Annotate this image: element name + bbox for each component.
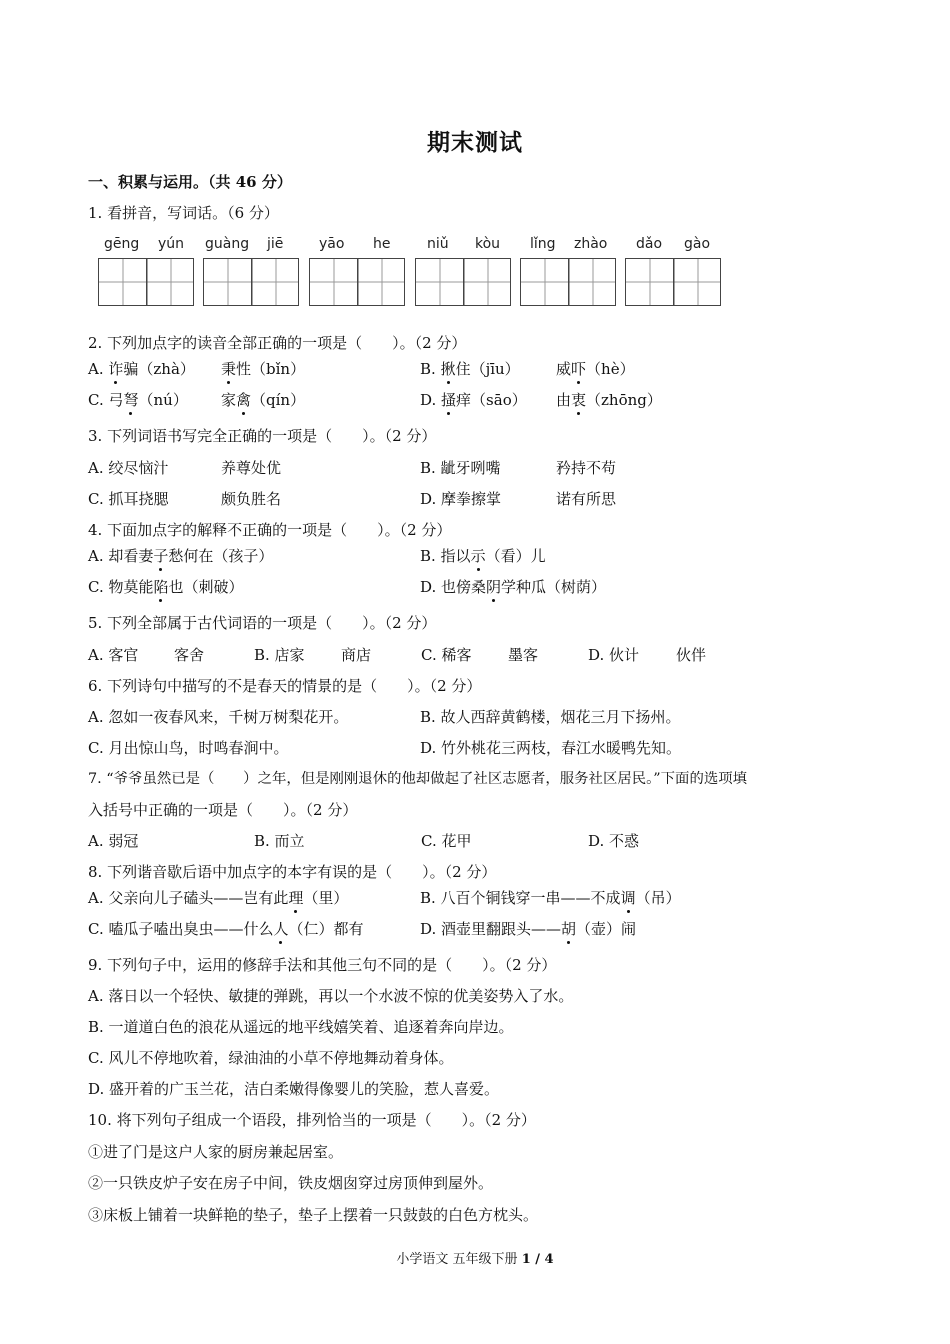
dotted-char: 人	[273, 920, 289, 938]
option-text: （仁）都有	[288, 920, 364, 938]
option-text: A.	[88, 360, 109, 378]
option-b: B. 店家	[254, 646, 305, 664]
dotted-char: 弩	[123, 391, 139, 409]
writing-box[interactable]	[309, 258, 405, 306]
pinyin: lǐng	[530, 236, 556, 252]
pinyin: gào	[684, 236, 711, 252]
writing-box[interactable]	[98, 258, 194, 306]
dotted-char: 衷	[571, 391, 587, 409]
pinyin: he	[373, 236, 391, 252]
option-text: D. 也傍桑	[420, 578, 487, 596]
option-text: 住（jīu）	[455, 360, 520, 378]
page-title: 期末测试	[427, 130, 523, 156]
question-9-option-d: D. 盛开着的广玉兰花，洁白柔嫩得像婴儿的笑脸，惹人喜爱。	[88, 1080, 500, 1098]
question-8-option-c	[88, 919, 364, 939]
dotted-char: 阴	[486, 578, 502, 596]
option-text: A. 父亲向儿子磕头——岂有此	[88, 889, 289, 907]
pinyin: gēng	[104, 236, 140, 252]
page-number: 1 / 4	[521, 1252, 554, 1267]
option-text: C. 嗑瓜子嗑出臭虫——什么	[88, 920, 274, 938]
option-text: 性（bǐn）	[236, 360, 306, 378]
question-8-stem: 8. 下列谐音歇后语中加点字的本字有误的是（ ）。（2 分）	[88, 863, 497, 881]
question-9-option-c: C. 风儿不停地吹着，绿油油的小草不停地舞动着身体。	[88, 1049, 454, 1067]
question-5-stem: 5. 下列全部属于古代词语的一项是（ ）。（2 分）	[88, 614, 437, 632]
question-3-option-a	[88, 458, 282, 478]
option-text: D. 摩拳擦掌	[420, 490, 502, 508]
option-b-word2: 商店	[341, 646, 372, 664]
question-3-stem: 3. 下列词语书写完全正确的一项是（ ）。（2 分）	[88, 427, 437, 445]
question-8-option-b	[420, 888, 681, 908]
option-text: 愁何在（孩子）	[168, 547, 274, 565]
dotted-char: 陷	[153, 578, 169, 596]
option-text: 学种瓜（树荫）	[501, 578, 607, 596]
option-text: B.	[420, 360, 441, 378]
option-text: C. 弓	[88, 391, 124, 409]
question-4-stem: 4. 下面加点字的解释不正确的一项是（ ）。（2 分）	[88, 521, 452, 539]
question-9-option-a: A. 落日以一个轻快、敏捷的弹跳，再以一个水波不惊的优美姿势入了水。	[88, 987, 574, 1005]
dotted-char: 子	[153, 547, 169, 565]
pinyin: niǔ	[427, 236, 449, 252]
dotted-char: 示	[470, 547, 486, 565]
dotted-char: 调	[620, 889, 636, 907]
dotted-char: 禽	[236, 391, 252, 409]
writing-box[interactable]	[415, 258, 511, 306]
question-9-stem: 9. 下列句子中，运用的修辞手法和其他三句不同的是（ ）。（2 分）	[88, 956, 557, 974]
question-1-stem: 1. 看拼音，写词话。（6 分）	[88, 204, 279, 222]
question-6-option-c: C. 月出惊山鸟，时鸣春涧中。	[88, 739, 289, 757]
question-2-option-a	[88, 359, 306, 379]
option-text: 家	[221, 391, 237, 409]
option-text: （zhōng）	[586, 391, 662, 409]
dotted-char: 胡	[561, 920, 577, 938]
question-7-stem-line2: 入括号中正确的一项是（ ）。（2 分）	[88, 801, 358, 819]
option-text: 由	[556, 391, 572, 409]
option-text: B. 八百个铜钱穿一串——不成	[420, 889, 621, 907]
page-footer	[0, 1248, 950, 1267]
question-9-option-b: B. 一道道白色的浪花从遥远的地平线嬉笑着、追逐着奔向岸边。	[88, 1018, 514, 1036]
question-10-sentence-1: ①进了门是这户人家的厨房兼起居室。	[88, 1143, 344, 1161]
question-3-option-c	[88, 489, 282, 509]
pinyin: zhào	[574, 236, 608, 252]
dotted-char: 秉	[221, 360, 237, 378]
question-3-option-d	[420, 489, 617, 509]
question-6-option-b: B. 故人西辞黄鹤楼，烟花三月下扬州。	[420, 708, 681, 726]
question-10-sentence-3: ③床板上铺着一块鲜艳的垫子，垫子上摆着一只鼓鼓的白色方枕头。	[88, 1206, 539, 1224]
option-b: B. 而立	[254, 832, 305, 850]
dotted-char: 诈	[108, 360, 124, 378]
dotted-char: 吓	[571, 360, 587, 378]
option-d-word2: 伙伴	[676, 646, 707, 664]
option-text: A. 却看妻	[88, 547, 154, 565]
option-text: C. 物莫能	[88, 578, 154, 596]
question-4-option-d	[420, 577, 606, 597]
dotted-char: 理	[288, 889, 304, 907]
option-text: 痒（sāo）	[456, 391, 527, 409]
option-text: （里）	[303, 889, 349, 907]
option-text: D.	[420, 391, 442, 409]
option-text: （吊）	[635, 889, 681, 907]
option-text: 骗（zhà）	[123, 360, 195, 378]
question-2-stem: 2. 下列加点字的读音全部正确的一项是（ ）。（2 分）	[88, 334, 467, 352]
option-text: 矜持不苟	[556, 459, 617, 477]
option-text: 养尊处优	[221, 459, 282, 477]
pinyin: jiē	[267, 236, 284, 252]
option-text: B. 指以	[420, 547, 471, 565]
option-c-word2: 墨客	[508, 646, 539, 664]
question-6-option-d: D. 竹外桃花三两枝，春江水暖鸭先知。	[420, 739, 682, 757]
option-text: （壶）闹	[576, 920, 637, 938]
question-2-option-c	[88, 390, 306, 410]
footer-text: 小学语文 五年级下册	[396, 1252, 522, 1267]
question-4-option-b	[420, 546, 546, 566]
writing-box[interactable]	[625, 258, 721, 306]
option-a: A. 弱冠	[88, 832, 139, 850]
question-8-option-a	[88, 888, 348, 908]
option-c: C. 花甲	[421, 832, 472, 850]
option-a-word2: 客舍	[174, 646, 205, 664]
question-10-stem: 10. 将下列句子组成一个语段，排列恰当的一项是（ ）。（2 分）	[88, 1111, 536, 1129]
section-heading: 一、积累与运用。（共 46 分）	[88, 173, 292, 191]
question-4-option-c	[88, 577, 244, 597]
option-text: 也（刺破）	[168, 578, 244, 596]
pinyin: dǎo	[636, 236, 663, 252]
writing-box[interactable]	[203, 258, 299, 306]
question-8-option-d	[420, 919, 636, 939]
question-2-option-b	[420, 359, 635, 379]
pinyin: guàng	[205, 236, 250, 252]
option-a: A. 客官	[88, 646, 139, 664]
dotted-char: 揪	[440, 360, 456, 378]
question-4-option-a	[88, 546, 273, 566]
option-d: D. 不惑	[588, 832, 640, 850]
question-6-option-a: A. 忽如一夜春风来，千树万树梨花开。	[88, 708, 349, 726]
question-7-stem-line1: 7. “爷爷虽然已是（ ）之年，但是刚刚退休的他却做起了社区志愿者，服务社区居民。”下面的选项填	[88, 771, 748, 787]
option-text: 颇负胜名	[221, 490, 282, 508]
question-10-sentence-2: ②一只铁皮炉子安在房子中间，铁皮烟囱穿过房顶伸到屋外。	[88, 1174, 494, 1192]
option-text: C. 抓耳挠腮	[88, 490, 169, 508]
pinyin: yún	[158, 236, 185, 252]
option-c: C. 稀客	[421, 646, 472, 664]
question-6-stem: 6. 下列诗句中描写的不是春天的情景的是（ ）。（2 分）	[88, 677, 482, 695]
option-text: （nú）	[138, 391, 188, 409]
option-text: （看）儿	[485, 547, 546, 565]
question-2-option-d	[420, 390, 662, 410]
option-text: （hè）	[586, 360, 635, 378]
pinyin: kòu	[475, 236, 501, 252]
dotted-char: 搔	[441, 391, 457, 409]
option-text: B. 龇牙咧嘴	[420, 459, 501, 477]
question-3-option-b	[420, 458, 617, 478]
writing-box[interactable]	[520, 258, 616, 306]
option-text: 威	[556, 360, 572, 378]
option-text: D. 酒壶里翻跟头——	[420, 920, 562, 938]
option-d: D. 伙计	[588, 646, 640, 664]
option-text: A. 绞尽恼汁	[88, 459, 169, 477]
option-text: 诺有所思	[556, 490, 617, 508]
option-text: （qín）	[251, 391, 306, 409]
pinyin: yāo	[319, 236, 345, 252]
